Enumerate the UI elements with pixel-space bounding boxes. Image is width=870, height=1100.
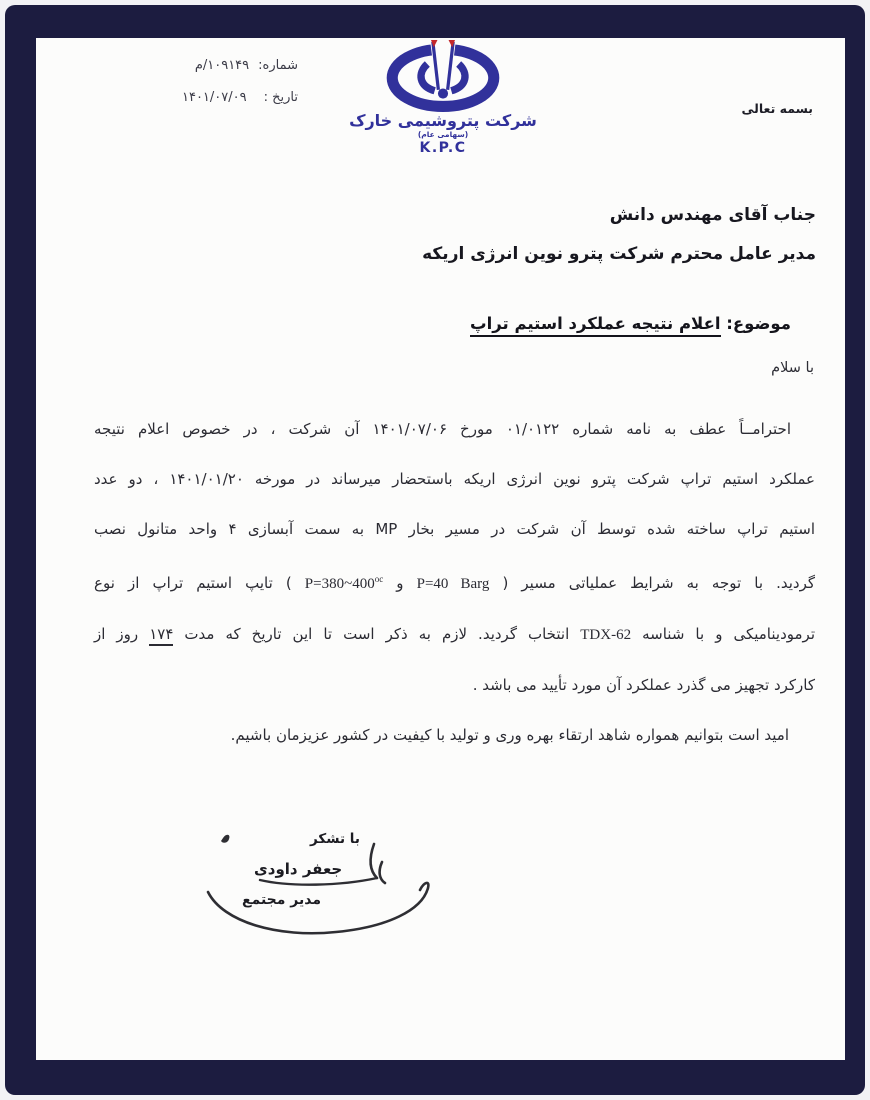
recipient-name: جناب آقای مهندس دانش	[609, 205, 816, 225]
body-line-5	[94, 609, 815, 660]
body-line-4-pre: گردید. با توجه به شرایط عملیاتی مسیر (	[489, 574, 815, 592]
number-value: ۱۰۹۱۴۹/م	[194, 58, 250, 73]
company-abbreviation: K.P.C	[419, 140, 467, 156]
date-label: تاریخ :	[263, 90, 298, 105]
body-line-2: عملکرد استیم تراپ شرکت پترو نوین انرژی اریکه باستحضار میرساند در مورخه ۱۴۰۱/۰۱/۲۰ ، دو عدد	[94, 470, 815, 488]
company-letterhead	[348, 38, 538, 157]
salutation: با سلام	[771, 360, 814, 376]
temperature-spec	[305, 576, 383, 592]
subject-line	[470, 314, 791, 333]
signature-thanks: با تشکر	[310, 831, 360, 847]
body-line-4	[94, 554, 815, 609]
body-line-1: احترامــاً عطف به نامه شماره ۰۱/۰۱۲۲ مورخ ۱۴۰۱/۰۷/۰۶ آن شرکت ، در خصوص اعلام نتیجه	[94, 420, 791, 438]
letter-page	[36, 38, 845, 1060]
signatory-title: مدیر مجتمع	[242, 892, 322, 908]
recipient-title: مدیر عامل محترم شرکت پترو نوین انرژی اریکه	[422, 244, 816, 264]
date-value: ۱۴۰۱/۰۷/۰۹	[181, 90, 247, 105]
body-line-5-mid: انتخاب گردید. لازم به ذکر است تا این تاریخ که مدت	[173, 625, 581, 643]
body-line-5-pre: ترمودینامیکی و با شناسه	[631, 625, 815, 643]
trap-model-code: TDX-62	[580, 627, 632, 643]
letter-body	[94, 404, 815, 760]
kpc-logo-icon	[382, 40, 504, 112]
body-line-3: استیم تراپ ساخته شده توسط آن شرکت در مسیر بخار MP به سمت آبسازی ۴ واحد متانول نصب	[94, 520, 815, 538]
company-type: (سهامی عام)	[417, 130, 469, 139]
letter-date	[128, 90, 298, 105]
recipient-block	[422, 196, 816, 274]
pressure-spec: P=40 Barg	[416, 576, 490, 592]
letter-number	[128, 58, 298, 73]
body-line-6: کارکرد تجهیز می گذرد عملکرد آن مورد تأیید می باشد .	[472, 676, 815, 694]
letter-meta	[128, 58, 298, 122]
subject-text: اعلام نتیجه عملکرد استیم تراپ	[470, 314, 720, 337]
body-line-5-post: روز از	[94, 625, 150, 643]
closing-line: امید است بتوانیم همواره شاهد ارتقاء بهره وری و تولید با کیفیت در کشور عزیزمان باشیم.	[230, 726, 789, 744]
signature-block	[196, 818, 476, 968]
bismillah: بسمه تعالی	[741, 101, 813, 116]
signatory-name: جعفر داودی	[254, 860, 343, 878]
subject-label: موضوع:	[726, 314, 791, 333]
number-label: شماره:	[258, 58, 298, 73]
body-line-4-mid: و	[383, 574, 417, 592]
body-line-4-post: ) تایپ استیم تراپ از نوع	[94, 574, 305, 592]
temperature-unit: oc	[374, 574, 384, 584]
company-name: شرکت پتروشیمی خارک	[349, 111, 537, 130]
days-count: ۱۷۴	[149, 625, 173, 646]
temperature-value: P=380~400	[304, 576, 375, 592]
